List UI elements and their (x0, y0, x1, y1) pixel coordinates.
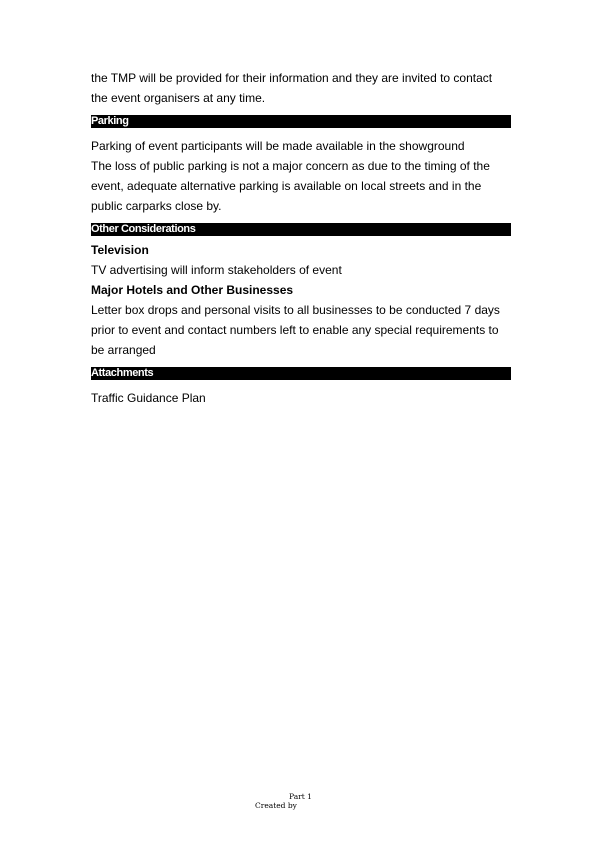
subheading-television: Television (91, 243, 149, 257)
section-heading-parking: Parking (91, 115, 511, 128)
television-text: TV advertising will inform stakeholders of event (91, 263, 342, 277)
parking-line-1: Parking of event participants will be made available in the showground (91, 139, 465, 153)
section-heading-attachments: Attachments (91, 367, 511, 380)
document-body (91, 68, 511, 408)
intro-paragraph: the TMP will be provided for their information and they are invited to contact the event organisers at any time. (91, 71, 493, 105)
section-heading-other-considerations: Other Considerations (91, 223, 511, 236)
parking-line-2: The loss of public parking is not a major concern as due to the timing of the event, adequate alternative parking is available on local streets and in the public carparks close by. (91, 159, 490, 213)
subheading-major-hotels: Major Hotels and Other Businesses (91, 283, 294, 297)
footer-created-by: Created by (255, 801, 297, 810)
attachment-item: Traffic Guidance Plan (91, 391, 206, 405)
footer-page-label: Part 1 (289, 792, 312, 801)
major-hotels-text: Letter box drops and personal visits to all businesses to be conducted 7 days prior to event and contact numbers left to enable any special requirements to be arranged (91, 303, 500, 357)
